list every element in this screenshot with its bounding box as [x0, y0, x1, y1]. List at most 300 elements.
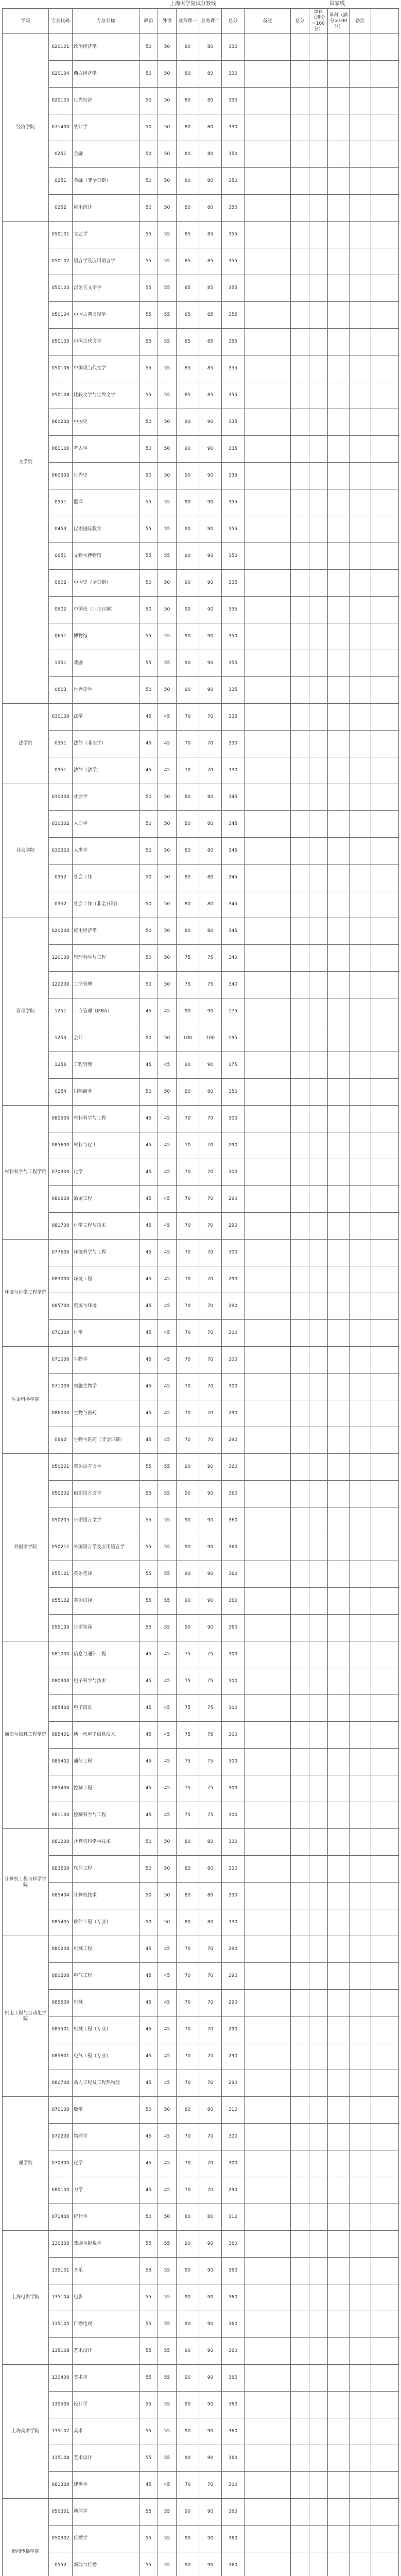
subject1-cell: 70	[177, 1240, 199, 1266]
empty-cell	[245, 2338, 291, 2365]
name-cell: 工商管理（MBA）	[73, 998, 140, 1025]
empty-cell	[350, 623, 371, 650]
politics-cell: 45	[140, 757, 158, 784]
politics-cell: 45	[140, 1427, 158, 1454]
total-cell: 360	[222, 1588, 245, 1615]
table-row	[3, 543, 399, 570]
code-cell: 050302	[49, 2526, 73, 2552]
code-cell: 030302	[49, 811, 73, 838]
subject1-cell: 90	[177, 623, 199, 650]
empty-cell	[371, 623, 399, 650]
subject1-cell: 90	[177, 1481, 199, 1507]
politics-cell: 45	[140, 2043, 158, 2070]
empty-cell	[291, 1775, 309, 1802]
subject2-cell: 80	[199, 34, 222, 61]
code-cell: 020101	[49, 34, 73, 61]
total-cell: 360	[222, 2258, 245, 2284]
empty-cell	[371, 1079, 399, 1106]
empty-cell	[328, 1534, 350, 1561]
politics-cell: 55	[140, 275, 158, 302]
table-row	[3, 2472, 399, 2499]
empty-cell	[371, 382, 399, 409]
empty-cell	[309, 463, 328, 489]
foreign-cell: 50	[158, 811, 177, 838]
empty-cell	[291, 1588, 309, 1615]
name-cell: 英语语言文学	[73, 1454, 140, 1481]
empty-cell	[245, 195, 291, 222]
empty-cell	[371, 1186, 399, 1213]
subject1-cell: 90	[177, 2365, 199, 2392]
name-cell: 机械工程	[73, 1936, 140, 1963]
code-cell: 081200	[49, 1829, 73, 1856]
empty-cell	[328, 2392, 350, 2418]
name-cell: 电影	[73, 2284, 140, 2311]
empty-cell	[350, 1266, 371, 1293]
total-cell: 355	[222, 302, 245, 329]
empty-cell	[371, 2472, 399, 2499]
name-cell: 计算机科学与技术	[73, 1829, 140, 1856]
subject2-cell: 75	[199, 1668, 222, 1695]
name-cell: 设计学	[73, 2392, 140, 2418]
name-cell: 中国史（非全日制）	[73, 597, 140, 623]
empty-cell	[371, 597, 399, 623]
code-cell: 080500	[49, 1106, 73, 1132]
empty-cell	[371, 302, 399, 329]
empty-cell	[350, 2499, 371, 2526]
table-row	[3, 302, 399, 329]
empty-cell	[309, 1374, 328, 1400]
empty-cell	[291, 2392, 309, 2418]
empty-cell	[371, 1963, 399, 1990]
empty-cell	[328, 1990, 350, 2016]
subject2-cell: 90	[199, 2552, 222, 2576]
empty-cell	[245, 168, 291, 195]
subject2-cell: 100	[199, 1025, 222, 1052]
empty-cell	[291, 891, 309, 918]
subject1-cell: 90	[177, 1615, 199, 1641]
empty-cell	[245, 704, 291, 731]
empty-cell	[309, 1641, 328, 1668]
empty-cell	[371, 463, 399, 489]
empty-cell	[371, 731, 399, 757]
total-cell: 290	[222, 1266, 245, 1293]
empty-cell	[245, 1052, 291, 1079]
subject1-cell: 90	[177, 516, 199, 543]
name-cell: 世界史学	[73, 677, 140, 704]
empty-cell	[245, 891, 291, 918]
foreign-cell: 55	[158, 1588, 177, 1615]
empty-cell	[350, 1561, 371, 1588]
foreign-cell: 55	[158, 1507, 177, 1534]
foreign-cell: 50	[158, 784, 177, 811]
empty-cell	[245, 409, 291, 436]
politics-cell: 45	[140, 1936, 158, 1963]
foreign-cell: 50	[158, 61, 177, 88]
politics-cell: 55	[140, 2365, 158, 2392]
school-cell: 上海电影学院	[3, 2231, 49, 2365]
politics-cell: 55	[140, 1534, 158, 1561]
table-row	[3, 382, 399, 409]
empty-cell	[309, 731, 328, 757]
empty-cell	[328, 1883, 350, 1909]
empty-cell	[371, 489, 399, 516]
empty-cell	[291, 2338, 309, 2365]
empty-cell	[245, 516, 291, 543]
subject1-cell: 90	[177, 2311, 199, 2338]
total-cell: 300	[222, 1668, 245, 1695]
empty-cell	[328, 1749, 350, 1775]
subject2-cell: 80	[199, 1883, 222, 1909]
subject1-cell: 70	[177, 2124, 199, 2150]
foreign-cell: 50	[158, 677, 177, 704]
name-cell: 汉语国际教育	[73, 516, 140, 543]
empty-cell	[291, 1481, 309, 1507]
foreign-cell: 55	[158, 275, 177, 302]
table-row	[3, 2338, 399, 2365]
empty-cell	[309, 1052, 328, 1079]
empty-cell	[309, 677, 328, 704]
table-row	[3, 1266, 399, 1293]
empty-cell	[350, 1132, 371, 1159]
table-row	[3, 329, 399, 355]
foreign-cell: 45	[158, 1936, 177, 1963]
empty-cell	[328, 972, 350, 998]
subject2-cell: 70	[199, 1132, 222, 1159]
table-row	[3, 2311, 399, 2338]
empty-cell	[350, 2016, 371, 2043]
empty-cell	[328, 757, 350, 784]
subject1-cell: 80	[177, 838, 199, 865]
foreign-cell: 50	[158, 436, 177, 463]
empty-cell	[309, 891, 328, 918]
name-cell: 戏剧与影视学	[73, 2231, 140, 2258]
empty-cell	[371, 650, 399, 677]
table-row	[3, 1963, 399, 1990]
foreign-cell: 45	[158, 1132, 177, 1159]
empty-cell	[309, 2472, 328, 2499]
foreign-cell: 45	[158, 2070, 177, 2097]
foreign-cell: 45	[158, 1641, 177, 1668]
total-cell: 330	[222, 731, 245, 757]
name-cell: 电子信息	[73, 1695, 140, 1722]
subject1-cell: 80	[177, 141, 199, 168]
politics-cell: 45	[140, 1722, 158, 1749]
empty-cell	[291, 1507, 309, 1534]
empty-cell	[350, 945, 371, 972]
empty-cell	[328, 1400, 350, 1427]
name-cell: 法律（法学）	[73, 757, 140, 784]
empty-cell	[328, 2016, 350, 2043]
empty-cell	[245, 623, 291, 650]
name-cell: 社会工作	[73, 865, 140, 891]
school-cell: 社会学院	[3, 784, 49, 918]
empty-cell	[291, 543, 309, 570]
empty-cell	[350, 2150, 371, 2177]
foreign-cell: 45	[158, 1213, 177, 1240]
subject1-cell: 70	[177, 1266, 199, 1293]
empty-cell	[328, 1802, 350, 1829]
empty-cell	[371, 222, 399, 248]
politics-cell: 45	[140, 998, 158, 1025]
total-cell: 355	[222, 516, 245, 543]
empty-cell	[245, 61, 291, 88]
code-cell: 085401	[49, 1722, 73, 1749]
politics-cell: 45	[140, 1963, 158, 1990]
foreign-cell: 45	[158, 2043, 177, 2070]
empty-cell	[350, 2284, 371, 2311]
empty-cell	[309, 1615, 328, 1641]
empty-cell	[291, 972, 309, 998]
code-cell: 080700	[49, 2070, 73, 2097]
subject1-cell: 80	[177, 114, 199, 141]
empty-cell	[291, 677, 309, 704]
empty-cell	[245, 1641, 291, 1668]
subject2-cell: 90	[199, 2231, 222, 2258]
foreign-cell: 55	[158, 2526, 177, 2552]
code-cell: 070300	[49, 1320, 73, 1347]
empty-cell	[328, 1668, 350, 1695]
subject2-cell: 75	[199, 1641, 222, 1668]
name-cell: 中国现当代文学	[73, 355, 140, 382]
politics-cell: 45	[140, 1186, 158, 1213]
empty-cell	[245, 2418, 291, 2445]
subject1-cell: 75	[177, 1722, 199, 1749]
subject1-cell: 70	[177, 1106, 199, 1132]
subject2-cell: 70	[199, 1186, 222, 1213]
empty-cell	[291, 1025, 309, 1052]
empty-cell	[291, 757, 309, 784]
col-foreign: 外语	[158, 9, 177, 34]
subject1-cell: 90	[177, 1561, 199, 1588]
table-row	[3, 1829, 399, 1856]
empty-cell	[309, 2016, 328, 2043]
politics-cell: 45	[140, 1695, 158, 1722]
code-cell: 030303	[49, 838, 73, 865]
table-row	[3, 88, 399, 114]
score-table	[2, 8, 399, 2576]
total-cell: 175	[222, 1052, 245, 1079]
foreign-cell: 50	[158, 114, 177, 141]
subject1-cell: 85	[177, 355, 199, 382]
empty-cell	[245, 382, 291, 409]
code-cell: 080600	[49, 1186, 73, 1213]
politics-cell: 50	[140, 2204, 158, 2231]
empty-cell	[328, 677, 350, 704]
empty-cell	[291, 1883, 309, 1909]
code-cell: 083500	[49, 1856, 73, 1883]
total-cell: 350	[222, 195, 245, 222]
foreign-cell: 45	[158, 1802, 177, 1829]
empty-cell	[291, 784, 309, 811]
empty-cell	[245, 865, 291, 891]
empty-cell	[371, 811, 399, 838]
subject1-cell: 90	[177, 2499, 199, 2526]
school-cell: 机电工程与自动化学院	[3, 1936, 49, 2097]
code-cell: 085402	[49, 1749, 73, 1775]
name-cell: 机械工程（专业）	[73, 2016, 140, 2043]
empty-cell	[328, 34, 350, 61]
total-cell: 350	[222, 168, 245, 195]
name-cell: 新一代电子信息技术	[73, 1722, 140, 1749]
table-row	[3, 1481, 399, 1507]
empty-cell	[350, 2231, 371, 2258]
total-cell: 290	[222, 1132, 245, 1159]
empty-cell	[245, 2177, 291, 2204]
code-cell: 0352	[49, 865, 73, 891]
empty-cell	[371, 1722, 399, 1749]
name-cell: 化学	[73, 1159, 140, 1186]
empty-cell	[371, 2124, 399, 2150]
empty-cell	[371, 1990, 399, 2016]
empty-cell	[291, 2070, 309, 2097]
politics-cell: 50	[140, 114, 158, 141]
empty-cell	[371, 918, 399, 945]
politics-cell: 45	[140, 2016, 158, 2043]
name-cell: 美术学	[73, 2365, 140, 2392]
politics-cell: 45	[140, 1374, 158, 1400]
empty-cell	[371, 1829, 399, 1856]
empty-cell	[291, 1936, 309, 1963]
subject2-cell: 90	[199, 1588, 222, 1615]
politics-cell: 45	[140, 1802, 158, 1829]
foreign-cell: 50	[158, 918, 177, 945]
total-cell: 290	[222, 1293, 245, 1320]
total-cell: 290	[222, 1427, 245, 1454]
empty-cell	[291, 2043, 309, 2070]
subject1-cell: 90	[177, 2445, 199, 2472]
code-cell: 071400	[49, 114, 73, 141]
code-cell: 120200	[49, 972, 73, 998]
empty-cell	[371, 2365, 399, 2392]
empty-cell	[245, 2472, 291, 2499]
empty-cell	[328, 168, 350, 195]
empty-cell	[328, 2124, 350, 2150]
empty-cell	[350, 436, 371, 463]
empty-cell	[371, 1668, 399, 1695]
empty-cell	[245, 88, 291, 114]
header-row	[3, 9, 399, 34]
code-cell: 120100	[49, 945, 73, 972]
subject1-cell: 70	[177, 1293, 199, 1320]
politics-cell: 50	[140, 784, 158, 811]
empty-cell	[350, 704, 371, 731]
foreign-cell: 55	[158, 1561, 177, 1588]
total-cell: 350	[222, 543, 245, 570]
total-cell: 300	[222, 1775, 245, 1802]
politics-cell: 50	[140, 1883, 158, 1909]
empty-cell	[309, 1507, 328, 1534]
empty-cell	[245, 998, 291, 1025]
subject1-cell: 75	[177, 945, 199, 972]
empty-cell	[309, 1106, 328, 1132]
empty-cell	[245, 543, 291, 570]
subject2-cell: 90	[199, 2445, 222, 2472]
subject1-cell: 70	[177, 2472, 199, 2499]
empty-cell	[328, 1079, 350, 1106]
empty-cell	[371, 1320, 399, 1347]
empty-cell	[328, 1775, 350, 1802]
name-cell: 生物与医药	[73, 1400, 140, 1427]
empty-cell	[328, 1347, 350, 1374]
empty-cell	[309, 2231, 328, 2258]
empty-cell	[350, 302, 371, 329]
empty-cell	[328, 811, 350, 838]
empty-cell	[245, 1132, 291, 1159]
subject2-cell: 75	[199, 972, 222, 998]
total-cell: 355	[222, 275, 245, 302]
subject2-cell: 80	[199, 865, 222, 891]
code-cell: 1251	[49, 998, 73, 1025]
code-cell: 050202	[49, 1481, 73, 1507]
table-row	[3, 2016, 399, 2043]
foreign-cell: 55	[158, 1615, 177, 1641]
empty-cell	[291, 222, 309, 248]
empty-cell	[309, 650, 328, 677]
empty-cell	[245, 1963, 291, 1990]
subject2-cell: 75	[199, 1695, 222, 1722]
subject2-cell: 90	[199, 463, 222, 489]
empty-cell	[328, 623, 350, 650]
name-cell: 人口学	[73, 811, 140, 838]
empty-cell	[291, 1293, 309, 1320]
empty-cell	[350, 1722, 371, 1749]
col-nat-small: 单科（满分=100分）	[309, 9, 328, 34]
table-row	[3, 1240, 399, 1266]
table-row	[3, 1534, 399, 1561]
empty-cell	[328, 88, 350, 114]
politics-cell: 45	[140, 1749, 158, 1775]
empty-cell	[309, 114, 328, 141]
empty-cell	[245, 248, 291, 275]
empty-cell	[245, 489, 291, 516]
empty-cell	[309, 302, 328, 329]
table-row	[3, 891, 399, 918]
total-cell: 345	[222, 811, 245, 838]
empty-cell	[328, 731, 350, 757]
subject2-cell: 90	[199, 489, 222, 516]
subject2-cell: 70	[199, 2124, 222, 2150]
politics-cell: 55	[140, 248, 158, 275]
empty-cell	[291, 704, 309, 731]
empty-cell	[245, 1561, 291, 1588]
name-cell: 工程管理	[73, 1052, 140, 1079]
subject2-cell: 90	[199, 623, 222, 650]
empty-cell	[371, 248, 399, 275]
subject1-cell: 70	[177, 1132, 199, 1159]
empty-cell	[328, 222, 350, 248]
subject2-cell: 70	[199, 2177, 222, 2204]
empty-cell	[371, 195, 399, 222]
total-cell: 290	[222, 2177, 245, 2204]
foreign-cell: 45	[158, 1749, 177, 1775]
code-cell: 135107	[49, 2418, 73, 2445]
empty-cell	[309, 865, 328, 891]
foreign-cell: 45	[158, 2150, 177, 2177]
code-cell: 086000	[49, 1400, 73, 1427]
empty-cell	[371, 1159, 399, 1186]
subject1-cell: 80	[177, 1829, 199, 1856]
name-cell: 金融	[73, 141, 140, 168]
subject2-cell: 70	[199, 2472, 222, 2499]
empty-cell	[350, 1802, 371, 1829]
empty-cell	[309, 489, 328, 516]
name-cell: 传播学	[73, 2526, 140, 2552]
empty-cell	[371, 516, 399, 543]
empty-cell	[245, 329, 291, 355]
total-cell: 350	[222, 141, 245, 168]
empty-cell	[350, 248, 371, 275]
code-cell: 071400	[49, 2204, 73, 2231]
